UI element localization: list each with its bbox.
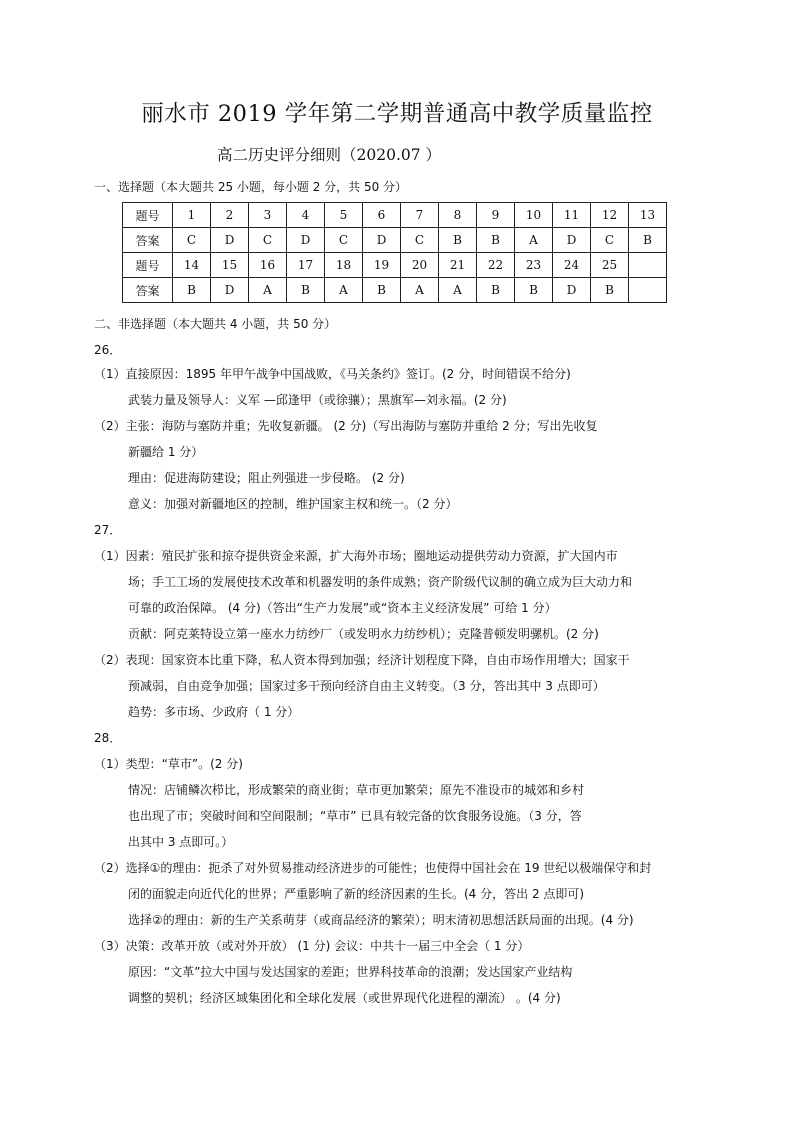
table-cell: B: [629, 228, 667, 253]
answer-line: 趋势：多市场、少政府（ 1 分）: [128, 705, 300, 719]
table-cell: 17: [287, 253, 325, 278]
answer-line: 选择②的理由：新的生产关系萌芽（或商品经济的繁荣）；明末清初思想活跃局面的出现。(4 分): [128, 913, 634, 927]
table-cell: 13: [629, 203, 667, 228]
row-label: 题号: [123, 253, 173, 278]
table-cell: B: [477, 278, 515, 303]
table-cell: 14: [173, 253, 211, 278]
table-cell: B: [515, 278, 553, 303]
table-cell: 8: [439, 203, 477, 228]
answer-line: 武装力量及领导人：义军 —邱逢甲（或徐骧）；黑旗军—刘永福。(2 分): [128, 393, 507, 407]
table-cell: C: [249, 228, 287, 253]
table-cell: B: [477, 228, 515, 253]
table-cell: 16: [249, 253, 287, 278]
table-cell: C: [401, 228, 439, 253]
table-cell: 9: [477, 203, 515, 228]
table-cell: D: [363, 228, 401, 253]
table-cell: 10: [515, 203, 553, 228]
table-cell: B: [363, 278, 401, 303]
table-cell: D: [553, 278, 591, 303]
table-cell: B: [287, 278, 325, 303]
table-cell: [629, 278, 667, 303]
answer-line: 预减弱，自由竞争加强；国家过多干预向经济自由主义转变。（3 分，答出其中 3 点即可）: [128, 679, 605, 693]
row-label: 答案: [123, 228, 173, 253]
table-cell: C: [325, 228, 363, 253]
table-cell: 21: [439, 253, 477, 278]
page-subtitle: 高二历史评分细则（2020.07 ）: [217, 146, 442, 164]
answer-line: 场；手工工场的发展使技术改革和机器发明的条件成熟；资产阶级代议制的确立成为巨大动力和: [128, 575, 633, 589]
table-cell: 25: [591, 253, 629, 278]
row-label: 题号: [123, 203, 173, 228]
table-cell: B: [591, 278, 629, 303]
table-cell: A: [249, 278, 287, 303]
answer-line: 也出现了市；突破时间和空间限制；“草市” 已具有较完备的饮食服务设施。（3 分，答: [128, 809, 582, 823]
answer-line: 原因：“文革”拉大中国与发达国家的差距；世界科技革命的浪潮；发达国家产业结构: [128, 965, 573, 979]
answer-line: （1）直接原因：1895 年甲午战争中国战败，《马关条约》签订。(2 分，时间错误不给分): [94, 367, 571, 381]
answer-line: 情况：店铺鳞次栉比，形成繁荣的商业街；草市更加繁荣；原先不准设市的城郊和乡村: [128, 783, 585, 797]
table-cell: 18: [325, 253, 363, 278]
table-cell: 6: [363, 203, 401, 228]
table-cell: D: [553, 228, 591, 253]
answer-line: （1）类型：“草市”。(2 分): [94, 757, 243, 771]
answer-line: 贡献：阿克莱特设立第一座水力纺纱厂（或发明水力纺纱机）；克隆普顿发明骡机。(2 分): [128, 627, 599, 641]
table-cell: 12: [591, 203, 629, 228]
page-title: 丽水市 2019 学年第二学期普通高中教学质量监控: [141, 101, 653, 127]
table-cell: D: [287, 228, 325, 253]
table-cell: 1: [173, 203, 211, 228]
question-number: 27．: [94, 523, 122, 537]
answer-line: 可靠的政治保障。 (4 分)（答出“生产力发展”或“资本主义经济发展” 可给 1 分）: [128, 601, 557, 615]
table-cell: 22: [477, 253, 515, 278]
table-cell: 11: [553, 203, 591, 228]
table-cell: B: [439, 228, 477, 253]
table-cell: A: [515, 228, 553, 253]
answer-table-row: [123, 253, 667, 278]
question-number: 28．: [94, 731, 122, 745]
section1-heading: 一、选择题（本大题共 25 小题，每小题 2 分，共 50 分）: [94, 180, 408, 194]
answer-line: 出其中 3 点即可。）: [128, 835, 234, 849]
table-cell: A: [325, 278, 363, 303]
answer-table-row: [123, 278, 667, 303]
table-cell: A: [439, 278, 477, 303]
answer-table-row: [123, 203, 667, 228]
table-cell: 15: [211, 253, 249, 278]
table-cell: A: [401, 278, 439, 303]
row-label: 答案: [123, 278, 173, 303]
table-cell: 5: [325, 203, 363, 228]
table-cell: 3: [249, 203, 287, 228]
answer-line: 新疆给 1 分）: [128, 445, 204, 459]
answer-line: 理由：促进海防建设；阻止列强进一步侵略。 (2 分): [128, 471, 405, 485]
answer-line: 调整的契机；经济区域集团化和全球化发展（或世界现代化进程的潮流） 。(4 分): [128, 991, 561, 1005]
table-cell: 7: [401, 203, 439, 228]
section2-heading: 二、非选择题（本大题共 4 小题，共 50 分）: [94, 317, 337, 331]
table-cell: 23: [515, 253, 553, 278]
table-cell: B: [173, 278, 211, 303]
question-number: 26．: [94, 343, 122, 357]
answer-line: （2）选择①的理由：扼杀了对外贸易推动经济进步的可能性；也使得中国社会在 19 世纪以极端保守和封: [94, 861, 652, 875]
answer-table: [122, 202, 667, 303]
answer-line: （3）决策：改革开放（或对外开放） (1 分) 会议：中共十一届三中全会（ 1 分）: [94, 939, 530, 953]
table-cell: C: [173, 228, 211, 253]
answer-line: （2）表现：国家资本比重下降，私人资本得到加强；经济计划程度下降，自由市场作用增大；国家干: [94, 653, 630, 667]
table-cell: D: [211, 228, 249, 253]
answer-line: 意义：加强对新疆地区的控制，维护国家主权和统一。（2 分）: [128, 497, 458, 511]
table-cell: 19: [363, 253, 401, 278]
table-cell: 24: [553, 253, 591, 278]
answer-table-row: [123, 228, 667, 253]
answer-line: 闭的面貌走向近代化的世界；严重影响了新的经济因素的生长。(4 分，答出 2 点即可): [128, 887, 585, 901]
table-cell: C: [591, 228, 629, 253]
table-cell: 4: [287, 203, 325, 228]
table-cell: [629, 253, 667, 278]
answer-line: （1）因素：殖民扩张和掠夺提供资金来源，扩大海外市场；圈地运动提供劳动力资源，扩大国内市: [94, 549, 618, 563]
answer-line: （2）主张：海防与塞防并重；先收复新疆。 (2 分)（写出海防与塞防并重给 2 分；写出先收复: [94, 419, 598, 433]
table-cell: 2: [211, 203, 249, 228]
table-cell: 20: [401, 253, 439, 278]
table-cell: D: [211, 278, 249, 303]
